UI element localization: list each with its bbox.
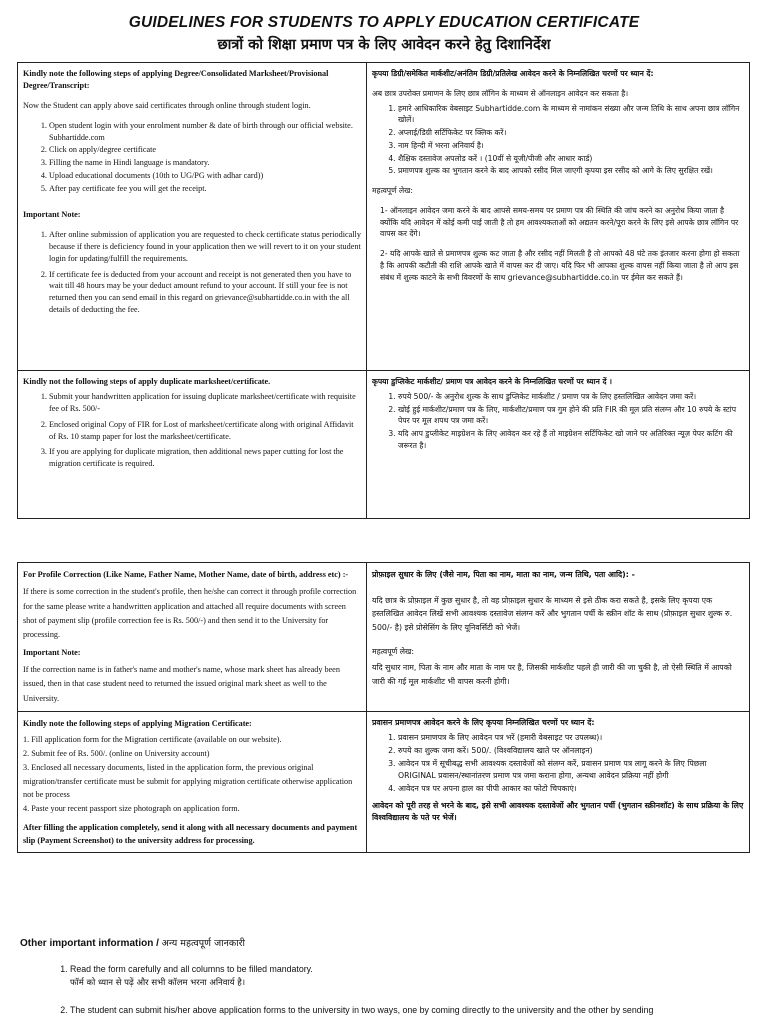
list-item: 5. प्रमाणपत्र शुल्क का भुगतान करने के बाद आपको रसीद मिल जाएगी कृपया इस रसीद को आगे के लिए सुरक्षित रखें। bbox=[398, 165, 744, 177]
list-item: 2. खोई हुई मार्कशीट/प्रमाण पत्र के लिए, मार्कशीट/प्रमाण पत्र गुम होने की प्रति FIR की मूल प्रति संलग्न और 10 रुपये के स्टांप पेपर पर मूल शपथ पत्र जमा करें। bbox=[398, 404, 744, 428]
list-item bbox=[70, 1004, 768, 1018]
section-degree-certificate bbox=[18, 63, 750, 371]
section-intro: अब छात्र उपरोक्त प्रमाणन के लिए छात्र लॉगिन के माध्यम से ऑनलाइन आवेदन कर सकता है। bbox=[372, 88, 629, 98]
other-info-heading-hi: अन्य महत्वपूर्ण जानकारी bbox=[161, 938, 245, 949]
section-heading: For Profile Correction (Like Name, Father Name, Mother Name, date of birth, address etc) :- bbox=[23, 570, 349, 579]
other-info-heading bbox=[20, 936, 245, 949]
list-item: 5. After pay certificate fee you will get the receipt. bbox=[49, 183, 361, 195]
info-text-en: The student can submit his/her above application forms to the university in two ways, one by coming directly to the university and the other by sending bbox=[70, 1004, 654, 1015]
note-item: 1- ऑनलाइन आवेदन जमा करने के बाद आपसे समय-समय पर प्रमाण पत्र की स्थिति की जांच करने का अनुरोध किया जाता है क्योंकि यदि आवेदन में कोई कमी पाई जाती है तो हम आवश्यकताओं को अद्यतन करने/पूरा करने के लिए इसे आपके छात्र लॉगिन पर वापस कर देंगे। bbox=[380, 205, 739, 239]
section-migration-english bbox=[18, 712, 367, 853]
section-body: If there is some correction in the student's profile, then he/she can correct it through profile correction for the same please write a handwritten application and attached all require documents with screen shot of payment slip (profile correction fee is Rs. 500/-) and then send it to the University for processing. bbox=[23, 587, 357, 640]
guidelines-table-1 bbox=[17, 62, 750, 519]
note-item: 2- यदि आपके खाते से प्रमाणपत्र शुल्क कट जाता है और रसीद नहीं मिलती है तो आपको 48 घंटे तक इंतजार करना होगा हो सकता है कि आपकी कटौती की राशि आपके खाते में वापस कर दी जाए। यदि फिर भी आपका शुल्क वापस नहीं किया जाता है तो आप इस संबंध में शुल्क काटने के सभी विवरणों के साथ grievance@subhartidde.co.in पर ईमेल कर सकते हैं। bbox=[380, 249, 740, 282]
section-profile-hindi bbox=[367, 563, 750, 712]
list-item: 2. Click on apply/degree certificate bbox=[49, 144, 361, 156]
section-heading: प्रोफ़ाइल सुधार के लिए (जैसे नाम, पिता का नाम, माता का नाम, जन्म तिथि, पता आदि): - bbox=[372, 570, 635, 579]
list-item: 2. Submit fee of Rs. 500/. (online on University account) bbox=[23, 749, 210, 759]
page-title-hindi: छात्रों को शिक्षा प्रमाण पत्र के लिए आवेदन करने हेतु दिशानिर्देश bbox=[217, 37, 551, 53]
list-item: 1. Fill application form for the Migration certificate (available on our website). bbox=[23, 735, 282, 745]
important-note-heading: महत्वपूर्ण लेख: bbox=[372, 646, 415, 656]
section-body: यदि छात्र के प्रोफ़ाइल में कुछ सुधार है, तो वह प्रोफ़ाइल सुधार के माध्यम से इसे ठीक करा सकते है, इसके लिए कृपया एक हस्तलिखित आवेदन लिखें सभी आवश्यक दस्तावेज संलग्न करें और भुगतान पर्ची के स्क्रीन शॉट के साथ (प्रोफ़ाइल सुधार शुल्क रु. 500/- है) इसे प्रोसेसिंग के लिए यूनिवर्सिटी को भेजें। bbox=[372, 595, 733, 632]
section-heading: प्रवासन प्रमाणपत्र आवेदन करने के लिए कृपया निम्नलिखित चरणों पर ध्यान दें: bbox=[372, 718, 595, 728]
list-item: 4. Paste your recent passport size photograph on application form. bbox=[23, 803, 240, 813]
section-duplicate-english bbox=[18, 371, 367, 519]
section-heading: Kindly note the following steps of applying Degree/Consolidated Marksheet/Provisional Degree/Transcript: bbox=[23, 69, 329, 90]
list-item: 3. आवेदन पत्र में सूचीबद्ध सभी आवश्यक दस्तावेजों को संलग्न करें, प्रवासन प्रमाण पत्र लागू करने के लिए पिछला ORIGINAL प्रवासन/स्थानांतरण प्रमाण पत्र जमा कराना होगा, अन्यथा आवेदन प्रक्रिया नहीं होगी bbox=[398, 758, 744, 782]
list-item: 1. After online submission of application you are requested to check certificate status periodically because if there is deficiency found in your application then we will revert to it on your student login for updating/fulfill the requirements. bbox=[49, 229, 361, 265]
section-migration-hindi bbox=[367, 712, 750, 853]
list-item: 1. Open student login with your enrolment number & date of birth through our official website. Subhartidde.com bbox=[49, 120, 361, 144]
list-item: 2. Enclosed original Copy of FIR for Lost of marksheet/certificate along with original Affidavit of Rs. 10 stamp paper for lost the marksheet/certificate. bbox=[49, 419, 361, 443]
list-item: 1. प्रवासन प्रमाणपत्र के लिए आवेदन पत्र भरें (हमारी वेबसाइट पर उपलब्ध)। bbox=[398, 732, 744, 744]
important-note-heading: महत्वपूर्ण लेख: bbox=[372, 186, 413, 196]
final-instruction: आवेदन को पूरी तरह से भरने के बाद, इसे सभी आवश्यक दस्तावेजों और भुगतान पर्ची (भुगतान स्क्रीनशॉट) के साथ प्रक्रिया के लिए विश्वविद्यालय के पते पर भेजें। bbox=[372, 800, 744, 822]
other-info-heading-en: Other important information / bbox=[20, 938, 162, 949]
important-note-heading: Important Note: bbox=[23, 647, 81, 657]
list-item: 1. रुपये 500/- के अनुरोध शुल्क के साथ डुप्लिकेट मार्कशीट / प्रमाण पत्र के लिए हस्तलिखित आवेदन जमा करें। bbox=[398, 391, 744, 403]
steps-list bbox=[372, 391, 744, 452]
note-item: If the correction name is in father's name and mother's name, whose mark sheet has already been issued, then in that case student need to returned the issued original mark sheet as well to the University. bbox=[23, 665, 340, 703]
list-item: 3. नाम हिन्दी में भरना अनिवार्य है। bbox=[398, 140, 744, 152]
list-item: 1. हमारे आधिकारिक वेबसाइट Subhartidde.com के माध्यम से नामांकन संख्या और जन्म तिथि के साथ अपना छात्र लॉगिन खोलें। bbox=[398, 103, 744, 127]
list-item: 4. Upload educational documents (10th to UG/PG with adhar card)) bbox=[49, 170, 361, 182]
list-item: 2. रुपये का शुल्क जमा करें। 500/. (विश्वविद्यालय खाते पर ऑनलाइन) bbox=[398, 745, 744, 757]
list-item: 3. यदि आप डुप्लीकेट माइग्रेशन के लिए आवेदन कर रहे हैं तो माइग्रेशन सर्टिफिकेट खो जाने पर अतिरिक्त न्यूज़ पेपर कटिंग की जरूरत है। bbox=[398, 428, 744, 452]
section-duplicate-marksheet bbox=[18, 371, 750, 519]
page-title: GUIDELINES FOR STUDENTS TO APPLY EDUCATION CERTIFICATE bbox=[128, 14, 640, 31]
section-heading: कृपया डुप्लिकेट मार्कशीट/ प्रमाण पत्र आवेदन करने के निम्नलिखित चरणों पर ध्यान दें । bbox=[372, 377, 613, 386]
list-item bbox=[70, 963, 768, 990]
list-item: 3. If you are applying for duplicate migration, then additional news paper cutting for lost the migration certificate is required. bbox=[49, 446, 361, 470]
section-heading: कृपया डिग्री/समेकित मार्कशीट/अनंतिम डिग्री/प्रतिलेख आवेदन करने के निम्नलिखित चरणों पर ध्यान दें: bbox=[372, 69, 654, 78]
steps-list bbox=[372, 103, 744, 178]
section-degree-hindi bbox=[367, 63, 750, 371]
section-profile-english bbox=[18, 563, 367, 712]
section-heading: Kindly note the following steps of applying Migration Certificate: bbox=[23, 719, 252, 729]
other-info-list bbox=[52, 962, 768, 1031]
info-text-hi: फॉर्म को ध्यान से पढ़ें और सभी कॉलम भरना अनिवार्य है। bbox=[70, 977, 246, 988]
list-item: 4. आवेदन पत्र पर अपना हाल का पीपी आकार का फोटो चिपकाएं। bbox=[398, 783, 744, 795]
important-note-heading: Important Note: bbox=[23, 210, 81, 220]
list-item: 3. Filling the name in Hindi language is mandatory. bbox=[49, 157, 361, 169]
list-item: 1. Submit your handwritten application for issuing duplicate marksheet/certificate with requisite fee of Rs. 500/- bbox=[49, 391, 361, 415]
steps-list bbox=[23, 120, 361, 195]
section-intro: Now the Student can apply above said certificates through online through student login. bbox=[23, 100, 311, 110]
list-item: 2. If certificate fee is deducted from your account and receipt is not generated then you have to wait till 48 hours may be your deduct amount refund to your account. If still your fee is not returned then you can send email in this regard on grievance@subhartidde.co.in with the all details of deducting the fee. bbox=[49, 269, 361, 317]
steps-list bbox=[372, 732, 744, 795]
section-migration-certificate bbox=[18, 712, 750, 853]
list-item: 4. शैक्षिक दस्तावेज अपलोड करें । (10वीं से यूजी/पीजी और आधार कार्ड) bbox=[398, 153, 744, 165]
note-item: यदि सुधार नाम, पिता के नाम और माता के नाम पर है, जिसकी मार्कशीट पहले ही जारी की जा चुकी है, तो ऐसी स्थिति में आपको जारी की गई मूल मार्कशीट भी वापस करनी होगी। bbox=[372, 663, 732, 686]
guidelines-table-2 bbox=[17, 562, 750, 853]
section-degree-english bbox=[18, 63, 367, 371]
section-duplicate-hindi bbox=[367, 371, 750, 519]
section-profile-correction bbox=[18, 563, 750, 712]
final-instruction: After filling the application completely, send it along with all necessary documents and payment slip (Payment Screenshot) to the university address for processing. bbox=[23, 822, 358, 846]
steps-list bbox=[23, 391, 361, 470]
list-item: 2. अप्लाई/डिग्री सर्टिफिकेट पर क्लिक करें। bbox=[398, 127, 744, 139]
info-text-en: Read the form carefully and all columns to be filled mandatory. bbox=[70, 964, 313, 974]
list-item: 3. Enclosed all necessary documents, listed in the application form, the previous original migration/transfer certificate must be submit for applying migration certificate otherwise application not be process bbox=[23, 763, 353, 799]
section-heading: Kindly not the following steps of apply duplicate marksheet/certificate. bbox=[23, 377, 271, 386]
notes-list bbox=[23, 229, 361, 316]
